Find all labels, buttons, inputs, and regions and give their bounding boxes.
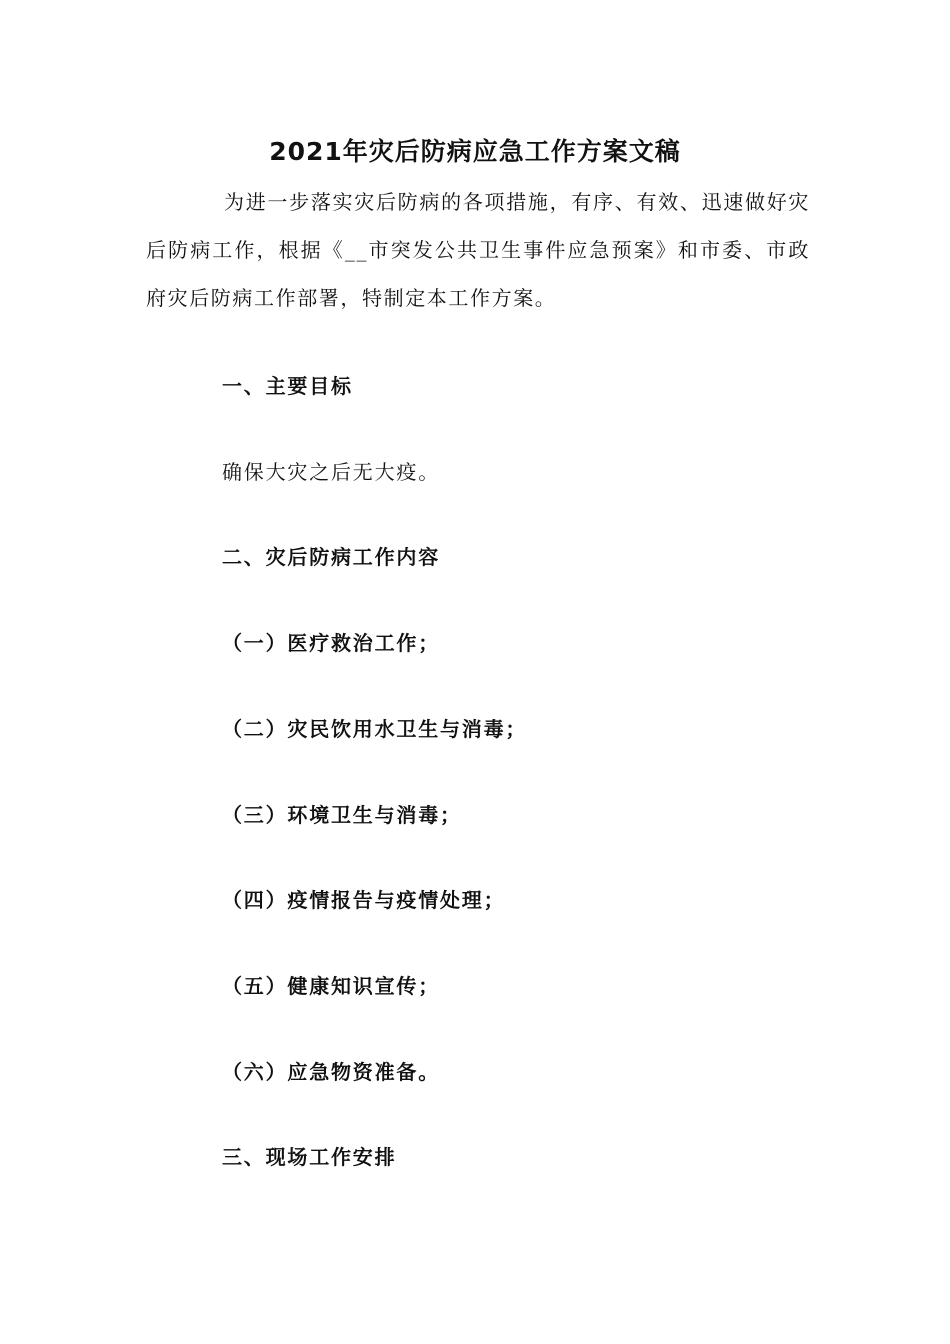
main-goal-text: 确保大灾之后无大疫。 bbox=[222, 460, 440, 484]
work-item-medical: （一）医疗救治工作； bbox=[222, 631, 440, 655]
intro-paragraph: 为进一步落实灾后防病的各项措施，有序、有效、迅速做好灾后防病工作，根据《__市突发公共卫生事件应急预案》和市委、市政府灾后防病工作部署，特制定本工作方案。 bbox=[146, 190, 810, 310]
section-heading-field-work: 三、现场工作安排 bbox=[222, 1145, 397, 1169]
work-item-supplies: （六）应急物资准备。 bbox=[222, 1060, 440, 1084]
work-item-environment: （三）环境卫生与消毒； bbox=[222, 803, 462, 827]
section-heading-work-content: 二、灾后防病工作内容 bbox=[222, 545, 440, 569]
section-heading-main-goal: 一、主要目标 bbox=[222, 374, 353, 398]
work-item-health-education: （五）健康知识宣传； bbox=[222, 974, 440, 998]
work-item-water: （二）灾民饮用水卫生与消毒； bbox=[222, 717, 528, 741]
work-item-epidemic: （四）疫情报告与疫情处理； bbox=[222, 888, 506, 912]
document-title: 2021年灾后防病应急工作方案文稿 bbox=[269, 137, 681, 166]
